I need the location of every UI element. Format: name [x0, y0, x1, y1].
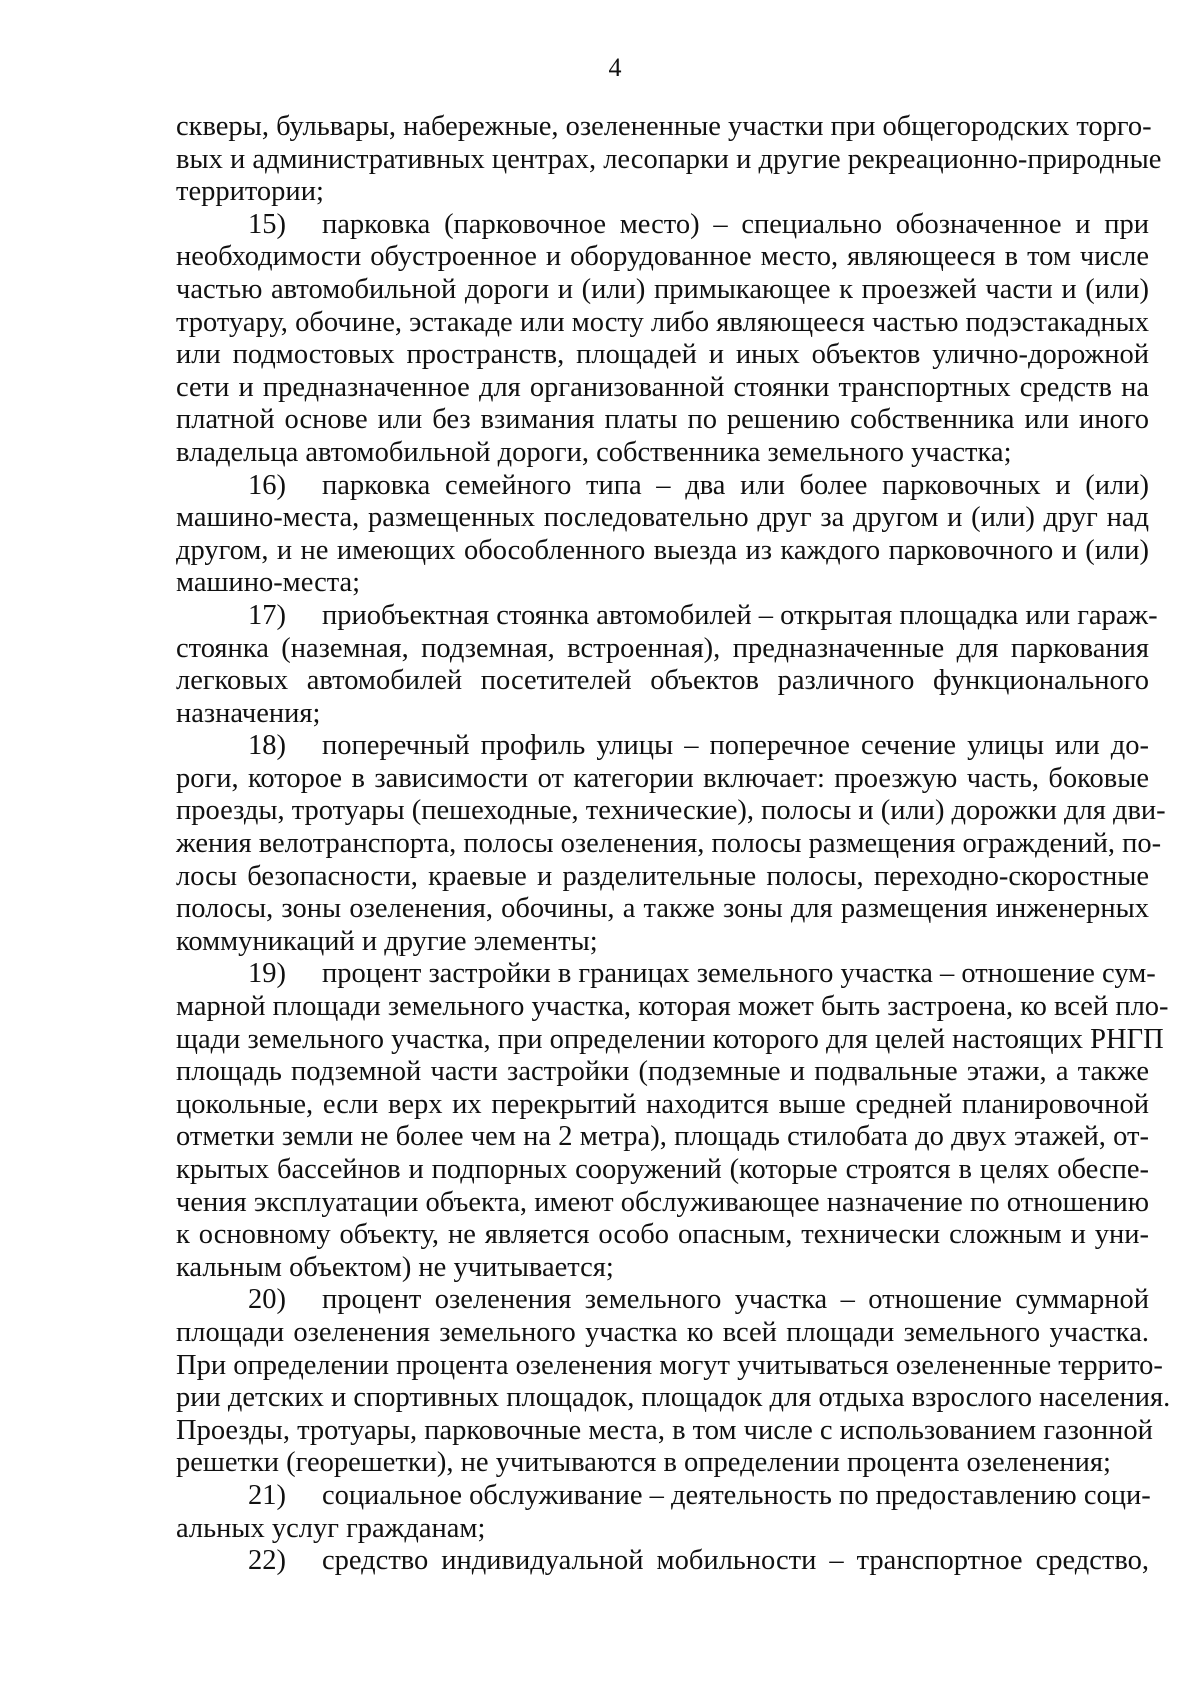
text-line: стоянка (наземная, подземная, встроенная), предназначенные для паркования: [176, 632, 1149, 664]
item-text: процент застройки в границах земельного участка – отношение сум-: [322, 958, 1156, 990]
item-20-first-line: [176, 1284, 1149, 1317]
text-line: назначения;: [176, 697, 321, 729]
text-line: чения эксплуатации объекта, имеют обслуживающее назначение по отношению: [176, 1186, 1149, 1218]
text-line: машино-места;: [176, 567, 361, 599]
text-line: вых и административных центрах, лесопарки и другие рекреационно-природные: [176, 143, 1162, 175]
item-number: 18): [248, 730, 286, 762]
item-text: средство индивидуальной мобильности – транспортное средство,: [322, 1545, 1149, 1577]
item-number: 15): [248, 208, 286, 240]
item-19-first-line: [176, 958, 1156, 991]
text-line: марной площади земельного участка, которая может быть застроена, ко всей пло-: [176, 991, 1169, 1023]
text-line: проезды, тротуары (пешеходные, технические), полосы и (или) дорожки для дви-: [176, 795, 1166, 827]
text-line: площади озеленения земельного участка ко всей площади земельного участка.: [176, 1316, 1149, 1348]
text-line: решетки (георешетки), не учитываются в определении процента озеленения;: [176, 1447, 1111, 1479]
item-21-first-line: [176, 1480, 1149, 1513]
text-line: машино-места, размещенных последовательно друг за другом и (или) друг над: [176, 502, 1149, 534]
text-line: полосы, зоны озеленения, обочины, а также зоны для размещения инженерных: [176, 893, 1149, 925]
text-line: территории;: [176, 176, 324, 208]
item-17-first-line: [176, 599, 1158, 633]
text-line: рии детских и спортивных площадок, площадок для отдыха взрослого населения.: [176, 1382, 1171, 1414]
page-number: 4: [608, 53, 622, 82]
item-text: парковка (парковочное место) – специально обозначенное и при: [322, 208, 1149, 240]
text-line: цокольные, если верх их перекрытий находится выше средней планировочной: [176, 1088, 1149, 1120]
text-line: к основному объекту, не является особо опасным, технически сложным и уни-: [176, 1219, 1149, 1251]
text-line: площадь подземной части застройки (подземные и подвальные этажи, а также: [176, 1056, 1149, 1088]
item-18-first-line: [176, 730, 1149, 763]
item-number: 22): [248, 1545, 286, 1577]
text-line: владельца автомобильной дороги, собственника земельного участка;: [176, 436, 1012, 468]
item-number: 17): [248, 599, 286, 631]
text-line: тротуару, обочине, эстакаде или мосту либо являющееся частью подэстакадных: [176, 306, 1149, 338]
text-line: лосы безопасности, краевые и разделительные полосы, переходно-скоростные: [176, 860, 1149, 892]
item-text: процент озеленения земельного участка – отношение суммарной: [322, 1284, 1149, 1316]
text-line: сети и предназначенное для организованной стоянки транспортных средств на: [176, 371, 1149, 403]
item-15-first-line: [176, 209, 1149, 242]
text-line: или подмостовых пространств, площадей и иных объектов улично-дорожной: [176, 339, 1149, 371]
text-line: отметки земли не более чем на 2 метра), площадь стилобата до двух этажей, от-: [176, 1121, 1149, 1153]
text-line: щади земельного участка, при определении которого для целей настоящих РНГП: [176, 1023, 1164, 1055]
text-line: кальным объектом) не учитывается;: [176, 1251, 614, 1283]
text-line: легковых автомобилей посетителей объектов различного функционального: [176, 665, 1149, 697]
item-text: социальное обслуживание – деятельность по предоставлению соци-: [322, 1479, 1151, 1511]
text-line: частью автомобильной дороги и (или) примыкающее к проезжей части и (или): [176, 273, 1149, 305]
text-line: При определении процента озеленения могут учитываться озелененные террито-: [176, 1349, 1163, 1381]
item-number: 20): [248, 1284, 286, 1316]
text-line: жения велотранспорта, полосы озеленения, полосы размещения ограждений, по-: [176, 828, 1162, 860]
text-line: скверы, бульвары, набережные, озелененные участки при общегородских торго-: [176, 111, 1152, 142]
item-number: 19): [248, 958, 286, 990]
item-22-first-line: [176, 1545, 1149, 1578]
text-line: крытых бассейнов и подпорных сооружений (которые строятся в целях обеспе-: [176, 1154, 1149, 1185]
item-text: поперечный профиль улицы – поперечное сечение улицы или до-: [322, 730, 1149, 762]
text-line: Проезды, тротуары, парковочные места, в том числе с использованием газонной: [176, 1414, 1153, 1446]
text-line: другом, и не имеющих обособленного выезда из каждого парковочного и (или): [176, 534, 1149, 566]
text-line: платной основе или без взимания платы по решению собственника или иного: [176, 404, 1149, 436]
text-line: необходимости обустроенное и оборудованное место, являющееся в том числе: [176, 241, 1149, 273]
text-line: коммуникаций и другие элементы;: [176, 925, 598, 957]
item-number: 16): [248, 469, 286, 501]
text-line: альных услуг гражданам;: [176, 1512, 486, 1544]
text-line: роги, которое в зависимости от категории включает: проезжую часть, боковые: [176, 762, 1149, 794]
item-16-first-line: [176, 470, 1149, 503]
item-number: 21): [248, 1479, 286, 1511]
item-text: приобъектная стоянка автомобилей – открытая площадка или гараж-: [322, 599, 1158, 631]
body-text: [176, 111, 1171, 1578]
item-text: парковка семейного типа – два или более парковочных и (или): [322, 469, 1149, 501]
